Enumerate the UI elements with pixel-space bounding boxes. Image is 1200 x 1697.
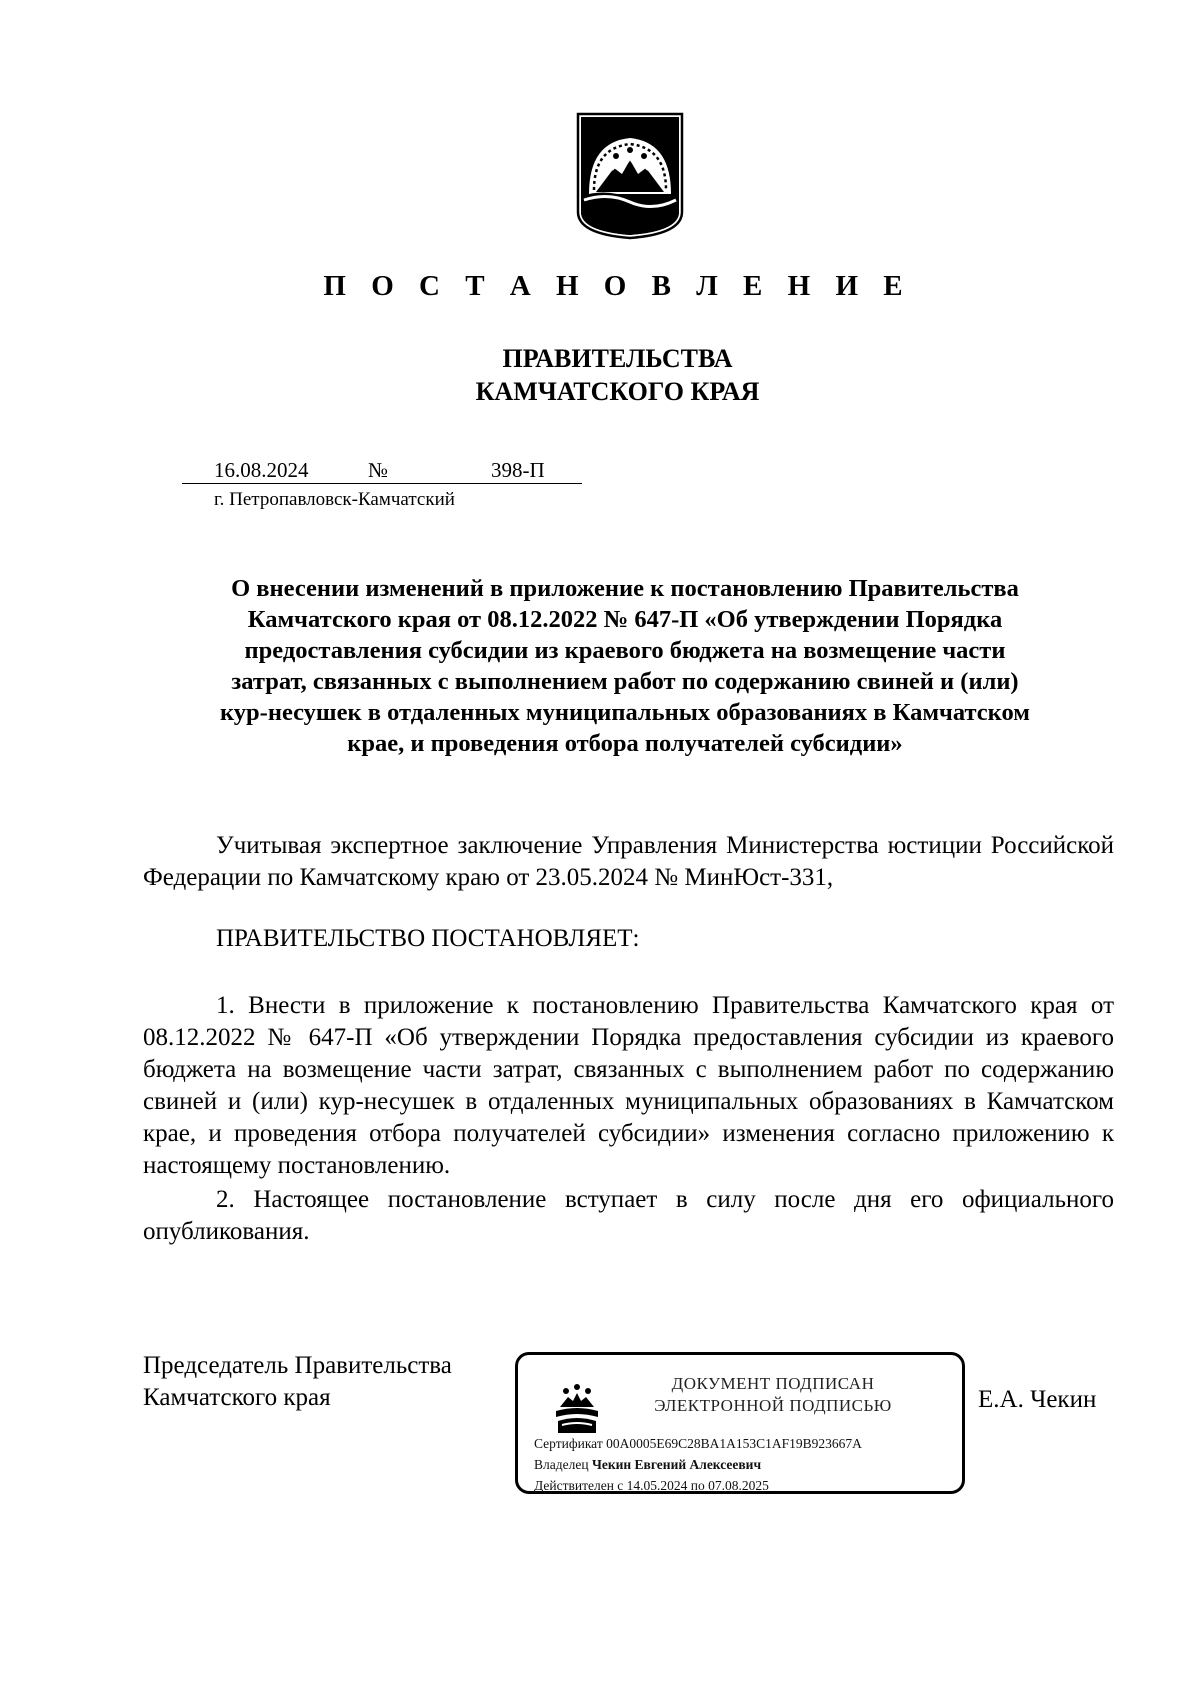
issuer-line-1: ПРАВИТЕЛЬСТВА xyxy=(502,344,733,373)
number-sign: № xyxy=(368,458,389,482)
item-1-paragraph: 1. Внести в приложение к постановлению Правительства Камчатского края от 08.12.2022 № 647-П «Об утверждении Порядка предоставления субсидии из краевого бюджета на возмещение части затрат, связанных с выполнением работ по содержанию свиней и (или) кур-несушек в отдаленных муниципальных образованиях в Камчатском крае, и проведения отбора получателей субсидии» изменения согласно приложению к настоящему постановлению. xyxy=(143,992,1114,1179)
stamp-validity-row xyxy=(534,1475,862,1496)
stamp-owner-value: Чекин Евгений Алексеевич xyxy=(591,1457,762,1472)
stamp-emblem-icon xyxy=(554,1379,600,1437)
document-number: 398-П xyxy=(491,458,545,482)
stamp-certificate-value: 00A0005E69C28BA1A153C1AF19B923667A xyxy=(606,1436,862,1451)
stamp-details xyxy=(534,1433,862,1496)
signatory-position-line-2: Камчатского края xyxy=(143,1384,331,1411)
signatory-position-line-1: Председатель Правительства xyxy=(143,1352,452,1379)
stamp-valid-to: 07.08.2025 xyxy=(708,1478,769,1493)
stamp-certificate-label: Сертификат xyxy=(534,1436,603,1451)
coat-of-arms-icon xyxy=(576,112,684,240)
document-subject xyxy=(145,573,1105,759)
electronic-signature-stamp xyxy=(515,1352,965,1494)
stamp-valid-from: 14.05.2024 xyxy=(626,1478,688,1493)
resolution-heading xyxy=(143,923,1114,955)
stamp-title xyxy=(638,1373,908,1417)
stamp-title-line-2: ЭЛЕКТРОННОЙ ПОДПИСЬЮ xyxy=(654,1396,892,1415)
stamp-certificate-row xyxy=(534,1433,862,1454)
subject-line: затрат, связанных с выполнением работ по содержанию свиней и (или) xyxy=(231,668,1019,695)
stamp-owner-label: Владелец xyxy=(534,1457,589,1472)
stamp-owner-row xyxy=(534,1454,862,1475)
stamp-title-line-1: ДОКУМЕНТ ПОДПИСАН xyxy=(671,1374,875,1393)
document-type-title: П О С Т А Н О В Л Е Н И Е xyxy=(323,270,912,302)
subject-line: О внесении изменений в приложение к постановлению Правительства xyxy=(231,575,1019,602)
resolution-heading-text: ПРАВИТЕЛЬСТВО ПОСТАНОВЛЯЕТ: xyxy=(216,925,640,952)
stamp-valid-label: Действителен с xyxy=(534,1478,624,1493)
signatory-position xyxy=(143,1350,452,1414)
subject-line: кур-несушек в отдаленных муниципальных образованиях в Камчатском xyxy=(220,699,1030,726)
issuer-line-2: КАМЧАТСКОГО КРАЯ xyxy=(475,377,760,406)
subject-line: крае, и проведения отбора получателей субсидии» xyxy=(347,730,903,757)
subject-line: предоставления субсидии из краевого бюджета на возмещение части xyxy=(244,637,1006,664)
city-name: г. Петропавловск-Камчатский xyxy=(214,489,455,510)
document-date: 16.08.2024 xyxy=(214,458,309,482)
stamp-valid-to-label: по xyxy=(690,1478,705,1493)
issuer-name xyxy=(0,342,1200,408)
registration-line xyxy=(182,455,582,485)
signatory-name: Е.А. Чекин xyxy=(978,1386,1097,1413)
preamble-paragraph: Учитывая экспертное заключение Управления Министерства юстиции Российской Федерации по Камчатскому краю от 23.05.2024 № МинЮст-331, xyxy=(143,832,1114,891)
item-2-paragraph: 2. Настоящее постановление вступает в силу после дня его официального опубликования. xyxy=(143,1186,1114,1245)
subject-line: Камчатского края от 08.12.2022 № 647-П «Об утверждении Порядка xyxy=(247,606,1003,633)
